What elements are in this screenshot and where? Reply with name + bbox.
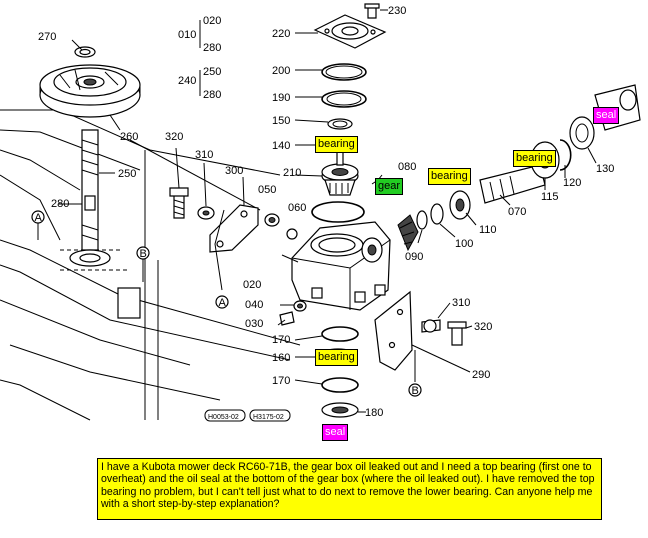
mower-deck-outline [0,110,300,420]
part-label-230: 230 [388,5,407,17]
part-label-180: 180 [365,407,384,419]
part-label-030: 030 [245,318,264,330]
part-label-190: 190 [272,92,291,104]
drawing-code-left: H0053-02 [208,414,239,421]
pulley-assembly [40,47,140,117]
part-label-270: 270 [38,31,57,43]
part-label-300: 300 [225,165,244,177]
deck-block [118,288,140,318]
shaft [70,130,110,266]
part-label-060: 060 [288,202,307,214]
part-label-040: 040 [245,299,264,311]
range-label-250: 250 [203,66,222,78]
top-rings [322,64,366,129]
range-label-280-bottom: 280 [203,89,222,101]
part-label-200: 200 [272,65,291,77]
annotation-bearing-115: bearing [513,150,556,167]
part-label-170-upper: 170 [272,334,291,346]
part-label-320-left: 320 [165,131,184,143]
annotation-seal-130: seal [593,107,619,124]
part-label-320-right: 320 [474,321,493,333]
annotation-seal-180: seal [322,424,348,441]
part-label-210: 210 [283,167,302,179]
range-label-240: 240 [178,75,197,87]
part-label-280: 280 [51,198,70,210]
part-label-100: 100 [455,238,474,250]
part-label-070: 070 [508,206,527,218]
drawing-codes [205,410,290,421]
annotation-bearing-110: bearing [428,168,471,185]
ref-marker-b-right: B [411,385,419,397]
part-label-020: 020 [243,279,262,291]
part-label-250: 250 [118,168,137,180]
part-label-110: 110 [479,224,497,236]
question-text-box: I have a Kubota mower deck RC60-71B, the gear box oil leaked out and I need a top bearing (first one to overheat) and the oil seal at the bottom of the gear box (where the oil leaked out). I have removed the top bearing no problem, but I can't tell just what to do next to remove the lower bearing. Can anyone help me with a short step-by-step explanation? [97,458,602,520]
part-label-220: 220 [272,28,291,40]
part-label-130: 130 [596,163,615,175]
part-label-310-left: 310 [195,149,214,161]
part-label-310-right: 310 [452,297,471,309]
part-label-090: 090 [405,251,424,263]
part-label-120: 120 [563,177,582,189]
ref-marker-a-right: A [218,297,226,309]
part-label-290: 290 [472,369,491,381]
part-label-160: 160 [272,352,291,364]
range-labels [178,15,221,101]
annotation-bearing-160: bearing [315,349,358,366]
part-label-050: 050 [258,184,277,196]
gearbox-housing [292,222,390,310]
o-ring [312,202,364,222]
top-cover-assembly [315,4,385,48]
ref-marker-a-left: A [34,212,42,224]
part-label-115: 115 [541,191,559,203]
lower-stack [320,327,358,417]
part-label-170-lower: 170 [272,375,291,387]
part-label-150: 150 [272,115,291,127]
ref-marker-b-left: B [139,248,147,260]
annotation-bearing-140: bearing [315,136,358,153]
part-label-080: 080 [398,161,417,173]
drawing-code-right: H3175-02 [253,414,284,421]
annotation-gear: gear [375,178,403,195]
left-bracket-assembly [170,188,258,252]
range-label-020: 020 [203,15,222,27]
part-label-140: 140 [272,140,291,152]
range-label-010: 010 [178,29,197,41]
range-label-280-top: 280 [203,42,222,54]
part-label-260: 260 [120,131,139,143]
